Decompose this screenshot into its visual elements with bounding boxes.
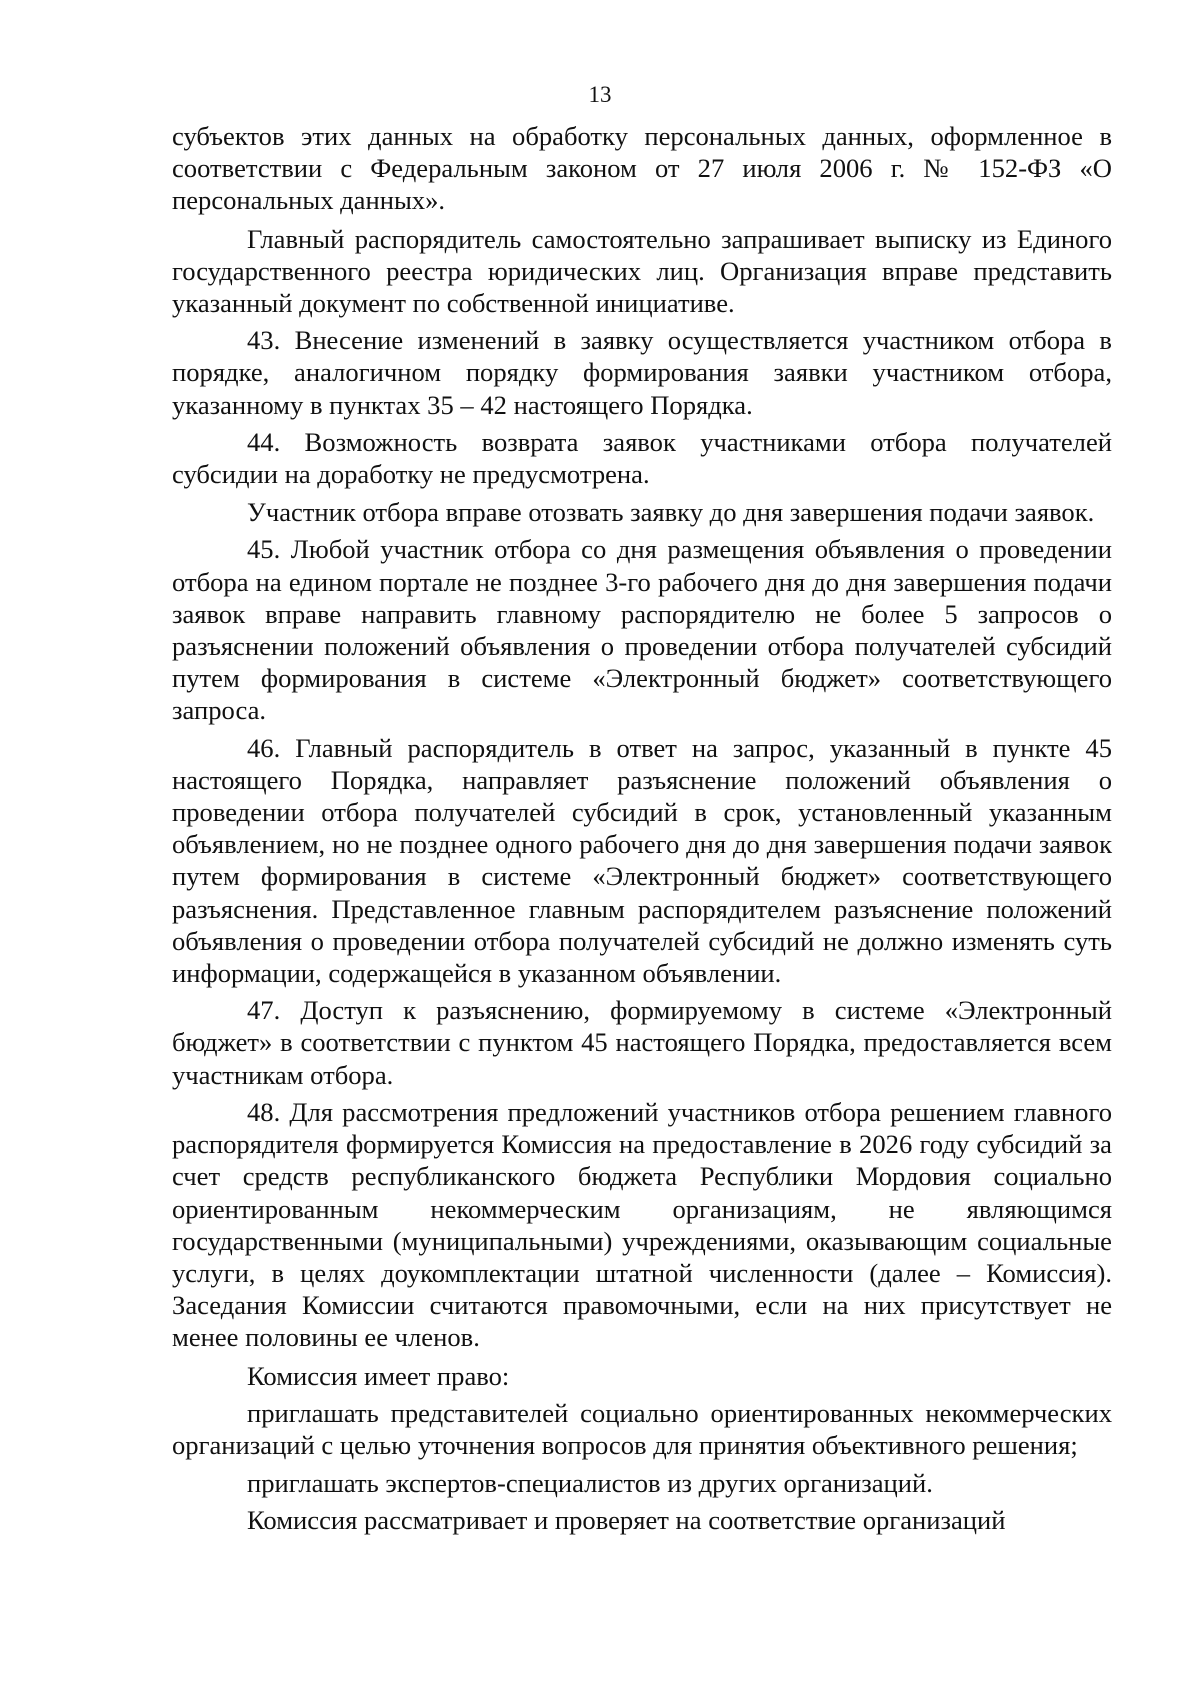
paragraph-withdraw: Участник отбора вправе отозвать заявку до дня завершения подачи заявок. — [247, 497, 1095, 528]
paragraph-commission-rights: Комиссия имеет право: — [247, 1360, 510, 1391]
document-body — [172, 120, 1112, 1537]
paragraph-46: 46. Главный распорядитель в ответ на запрос, указанный в пункте 45 настоящего Порядка, направляет разъяснение положений объявления о проведении отбора получателей субсидий в срок, установленный указанным объявлением, но не позднее одного рабочего дня до дня завершения подачи заявок путем формирования в системе «Электронный бюджет» соответствующего разъяснения. Представленное главным распорядителем разъяснение положений объявления о проведении отбора получателей субсидий не должно изменять суть информации, содержащейся в указанном объявлении. — [172, 732, 1112, 989]
page-number: 13 — [588, 82, 612, 107]
paragraph-43: 43. Внесение изменений в заявку осуществляется участником отбора в порядке, аналогичном порядку формирования заявки участником отбора, указанному в пунктах 35 – 42 настоящего Порядка. — [172, 325, 1112, 420]
paragraph-48: 48. Для рассмотрения предложений участников отбора решением главного распорядителя формируется Комиссия на предоставление в 2026 году субсидий за счет средств республиканского бюджета Республики Мордовия социально ориентированным некоммерческим организациям, не являющимся государственными (муниципальными) учреждениями, оказывающим социальные услуги, в целях доукомплектации штатной численности (далее – Комиссия). Заседания Комиссии считаются правомочными, если на них присутствует не менее половины ее членов. — [172, 1096, 1112, 1353]
paragraph-egrul-request: Главный распорядитель самостоятельно запрашивает выписку из Единого государственного реестра юридических лиц. Организация вправе представить указанный документ по собственной инициативе. — [172, 223, 1112, 319]
paragraph-47: 47. Доступ к разъяснению, формируемому в системе «Электронный бюджет» в соответствии с пунктом 45 настоящего Порядка, предоставляется всем участникам отбора. — [172, 995, 1112, 1090]
paragraph-invite-experts: приглашать экспертов-специалистов из других организаций. — [247, 1468, 933, 1499]
paragraph-45: 45. Любой участник отбора со дня размещения объявления о проведении отбора на едином портале не позднее 3-го рабочего дня до дня завершения подачи заявок вправе направить главному распорядителю не более 5 запросов о разъяснении положений объявления о проведении отбора получателей субсидий путем формирования в системе «Электронный бюджет» соответствующего запроса. — [172, 534, 1112, 726]
paragraph-continuation: субъектов этих данных на обработку персональных данных, оформленное в соответствии с Федеральным законом от 27 июля 2006 г. № 152-ФЗ «О персональных данных». — [172, 121, 1112, 216]
paragraph-invite-representatives: приглашать представителей социально ориентированных некоммерческих организаций с целью уточнения вопросов для принятия объективного решения; — [172, 1397, 1112, 1460]
paragraph-commission-review: Комиссия рассматривает и проверяет на соответствие организаций — [247, 1505, 1006, 1536]
paragraph-44: 44. Возможность возврата заявок участниками отбора получателей субсидии на доработку не предусмотрена. — [172, 426, 1112, 490]
